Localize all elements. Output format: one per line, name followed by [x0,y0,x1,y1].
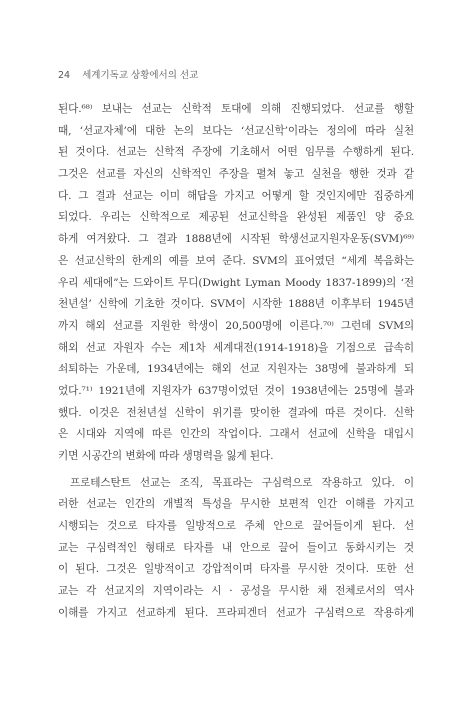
text-line: 교는 각 선교지의 지역이라는 시 · 공성을 무시한 채 전체로서의 역사 [58,585,414,598]
text-line: 때, ‘선교자체’에 대한 논의 보다는 ‘선교신학’이라는 정의에 따라 실천 [58,124,414,137]
text-line: 하게 여겨왔다. 그 결과 1888년에 시작된 학생선교지원자운동(SVM)⁶⁹⁾ [58,233,414,246]
page-number: 24 [58,70,71,81]
text-line: 은 시대와 지역에 따른 인간의 작업이다. 그래서 선교에 신학을 대입시 [58,428,414,441]
text-line: 된다.⁶⁸⁾ 보내는 선교는 신학적 토대에 의해 진행되었다. 선교를 행할 [58,103,414,115]
text-line: 은 선교신학의 한계의 예를 보여 준다. SVM의 표어였던 “세계 복음화는 [58,254,414,267]
paragraph-2 [58,473,414,625]
text-line: 까지 해외 선교를 지원한 학생이 20,500명에 이른다.⁷⁰⁾ 그런데 SVM의 [58,319,414,332]
text-line: 했다. 이것은 전천년설 신학이 위기를 맞이한 결과에 따른 것이다. 신학 [58,406,414,419]
text-line: 시행되는 것으로 타자를 일방적으로 주체 안으로 끌어들이게 된다. 선 [58,520,414,533]
body-text [58,99,414,625]
running-header [58,67,198,81]
text-line: 되었다. 우리는 신학적으로 제공된 선교신학을 완성된 제품인 양 중요 [58,211,414,224]
text-line: 이 된다. 그것은 일방적이고 강압적이며 타자를 무시한 것이다. 또한 선 [58,563,414,576]
text-line: 쇠퇴하는 가운데, 1934년에는 해외 선교 지원자는 38명에 불과하게 되 [58,363,414,376]
text-line: 된 것이다. 선교는 신학적 주장에 기초해서 어떤 임무를 수행하게 된다. [58,146,414,159]
text-line: 다. 그 결과 선교는 이미 해답을 가지고 어떻게 할 것인지에만 집중하게 [58,189,414,202]
text-line: 러한 선교는 인간의 개별적 특성을 무시한 보편적 인간 이해를 가지고 [58,498,414,511]
text-line: 해외 선교 자원자 수는 제1차 세계대전(1914-1918)을 기점으로 급속히 [58,341,414,354]
text-line: 었다.⁷¹⁾ 1921년에 지원자가 637명이었던 것이 1938년에는 25명에 불과 [58,384,414,397]
text-line: 이해를 가지고 선교하게 된다. 프라피겐더 선교가 구심력으로 작용하게 [58,606,414,619]
text-line: 천년설’ 신학에 기초한 것이다. SVM이 시작한 1888년 이후부터 1945년 [58,298,414,311]
paragraph-1 [58,99,414,468]
text-line: 우리 세대에”는 드와이트 무디(Dwight Lyman Moody 1837-1899)의 ‘전 [58,276,414,289]
text-line: 프로테스탄트 선교는 조직, 목표라는 구심력으로 작용하고 있다. 이 [70,476,414,489]
text-line: 키면 시공간의 변화에 따라 생명력을 잃게 된다. [58,450,274,462]
running-title: 세계기독교 상황에서의 선교 [82,70,199,81]
text-line: 그것은 선교를 자신의 신학적인 주장을 펼쳐 놓고 실천을 행한 것과 같 [58,168,414,181]
text-line: 교는 구심력적인 형태로 타자를 내 안으로 끌어 들이고 동화시키는 것 [58,541,414,554]
